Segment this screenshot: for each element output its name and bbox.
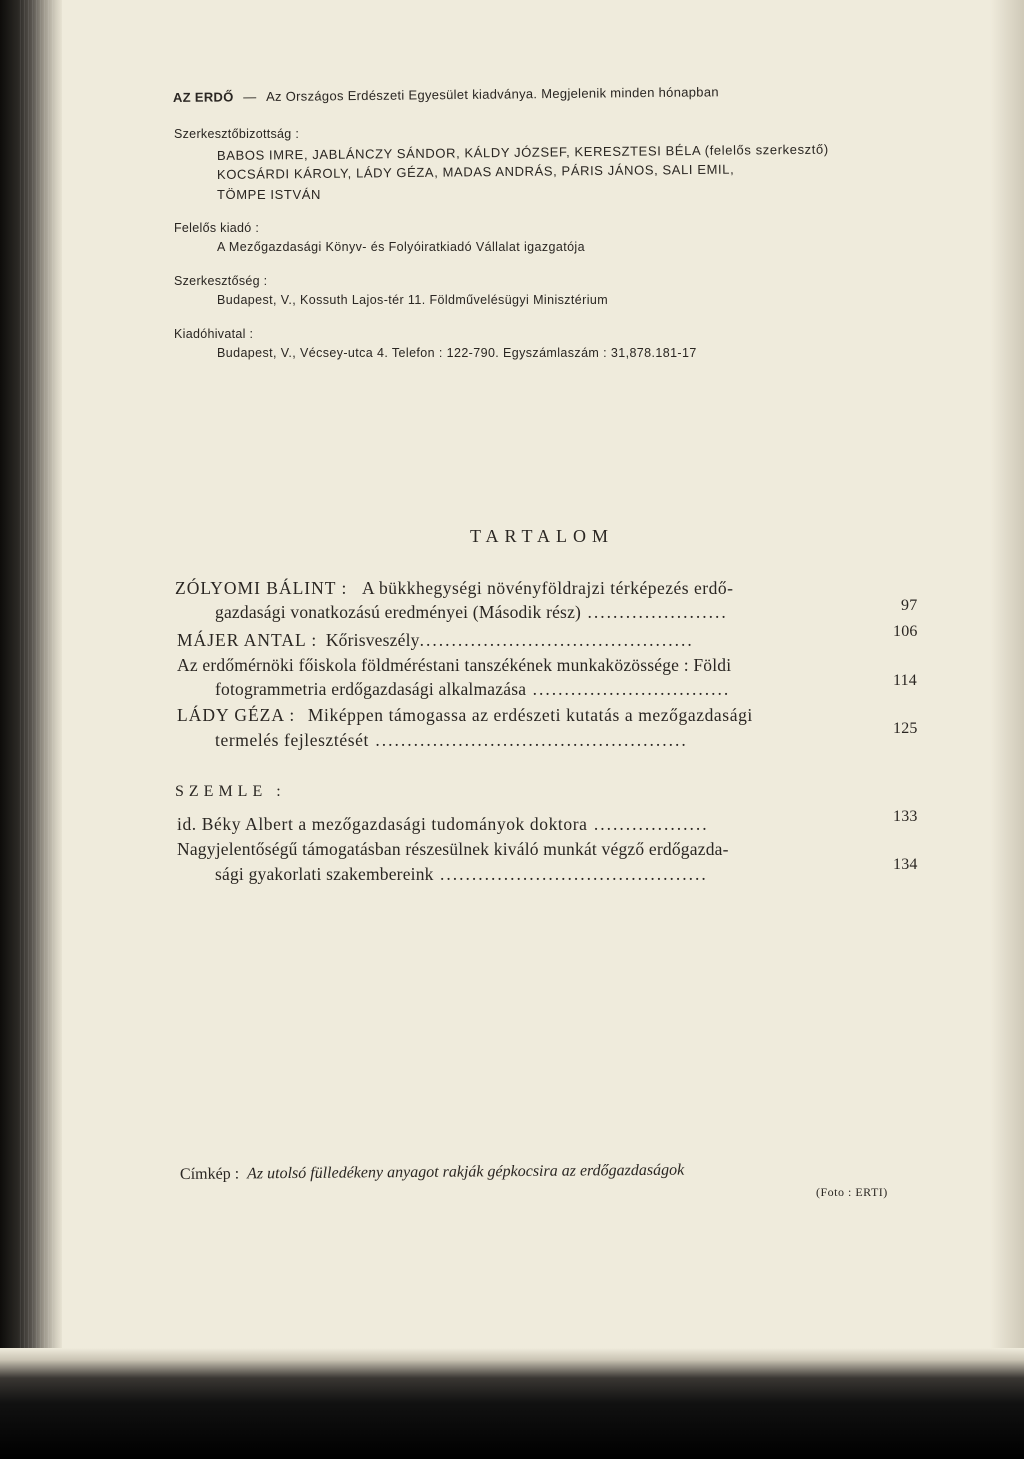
toc-entry-4-page: 125 [893,720,918,737]
review-entry-1-title: id. Béky Albert a mezőgazdasági tudományok doktora [177,814,588,834]
toc-entry-1-line-2 [215,602,728,623]
spine-page-edges [20,0,56,1459]
bottom-edge-shadow [0,1348,1024,1459]
toc-entry-1-page: 97 [901,597,918,614]
page-right-edge [990,0,1024,1360]
leader-dots: ............................... [526,679,731,699]
toc-entry-2-page: 106 [893,623,918,640]
cover-credit: (Foto : ERTI) [816,1185,888,1199]
office-value: Budapest, V., Vécsey-utca 4. Telefon : 122-790. Egyszámlaszám : 31,878.181-17 [217,346,697,360]
leader-dots: .................. [587,814,709,834]
leader-dots: ................................................. [368,730,688,750]
toc-entry-1-title-cont: gazdasági vonatkozású eredményei (Második rész) [215,602,582,622]
board-line-1: BABOS IMRE, JABLÁNCZY SÁNDOR, KÁLDY JÓZSEF, KERESZTESI BÉLA (felelős szerkesztő) [216,141,829,163]
toc-entry-4-line-2 [215,730,688,751]
board-label: Szerkesztőbizottság : [174,127,300,141]
toc-entry-3-title-cont: fotogrammetria erdőgazdasági alkalmazása [215,679,527,699]
toc-entry-1-line-1 [175,578,733,599]
board-line-3: TÖMPE ISTVÁN [217,187,321,202]
journal-title: AZ ERDŐ [172,89,234,105]
cover-caption [180,1162,684,1184]
toc-entry-2-title: Kőrisveszély [325,630,420,650]
editorial-label: Szerkesztőség : [174,274,268,288]
toc-entry-1-author: ZÓLYOMI BÁLINT : [175,578,348,598]
review-entry-1-line-1 [177,814,709,835]
toc-entry-1-title: A bükkhegységi növényföldrajzi térképezés erdő- [361,578,734,598]
leader-dots: ........................................... [419,630,694,650]
publisher-label: Felelős kiadó : [174,221,260,235]
review-entry-2-title-cont: sági gyakorlati szakembereink [215,864,434,884]
masthead-separator: — [243,89,257,105]
review-heading: SZEMLE : [175,783,286,800]
toc-entry-3-page: 114 [893,672,918,689]
board-line-2: KOCSÁRDI KÁROLY, LÁDY GÉZA, MADAS ANDRÁS, PÁRIS JÁNOS, SALI EMIL, [216,161,735,182]
contents-heading: TARTALOM [470,526,615,546]
leader-dots: .......................................... [433,864,708,884]
toc-entry-4-line-1 [177,705,753,726]
office-label: Kiadóhivatal : [174,327,254,341]
toc-entry-3-line-2 [215,679,730,700]
review-entry-2-line-2 [215,864,708,885]
review-entry-2-page: 134 [893,856,918,873]
masthead [173,84,719,106]
toc-entry-2-author: MÁJER ANTAL : [177,630,318,650]
toc-entry-2-line-1 [177,630,694,651]
journal-subtitle: Az Országos Erdészeti Egyesület kiadványa. Megjelenik minden hónapban [265,84,719,105]
toc-entry-4-title-cont: termelés fejlesztését [215,730,369,750]
cover-caption-text: Az utolsó fülledékeny anyagot rakják gépkocsira az erdőgazdaságok [247,1161,685,1183]
publisher-value: A Mezőgazdasági Könyv- és Folyóiratkiadó Vállalat igazgatója [217,240,585,254]
leader-dots: ...................... [581,602,728,622]
toc-entry-4-author: LÁDY GÉZA : [177,705,296,725]
review-entry-1-page: 133 [893,808,918,825]
review-entry-2-line-1: Nagyjelentőségű támogatásban részesülnek kiváló munkát végző erdőgazda- [177,839,729,859]
cover-label: Címkép : [179,1165,240,1183]
editorial-value: Budapest, V., Kossuth Lajos-tér 11. Földművelésügyi Minisztérium [217,293,609,307]
toc-entry-3-line-1: Az erdőmérnöki főiskola földméréstani tanszékének munkaközössége : Földi [177,655,732,675]
toc-entry-4-title: Miképpen támogassa az erdészeti kutatás a mezőgazdasági [307,705,753,725]
